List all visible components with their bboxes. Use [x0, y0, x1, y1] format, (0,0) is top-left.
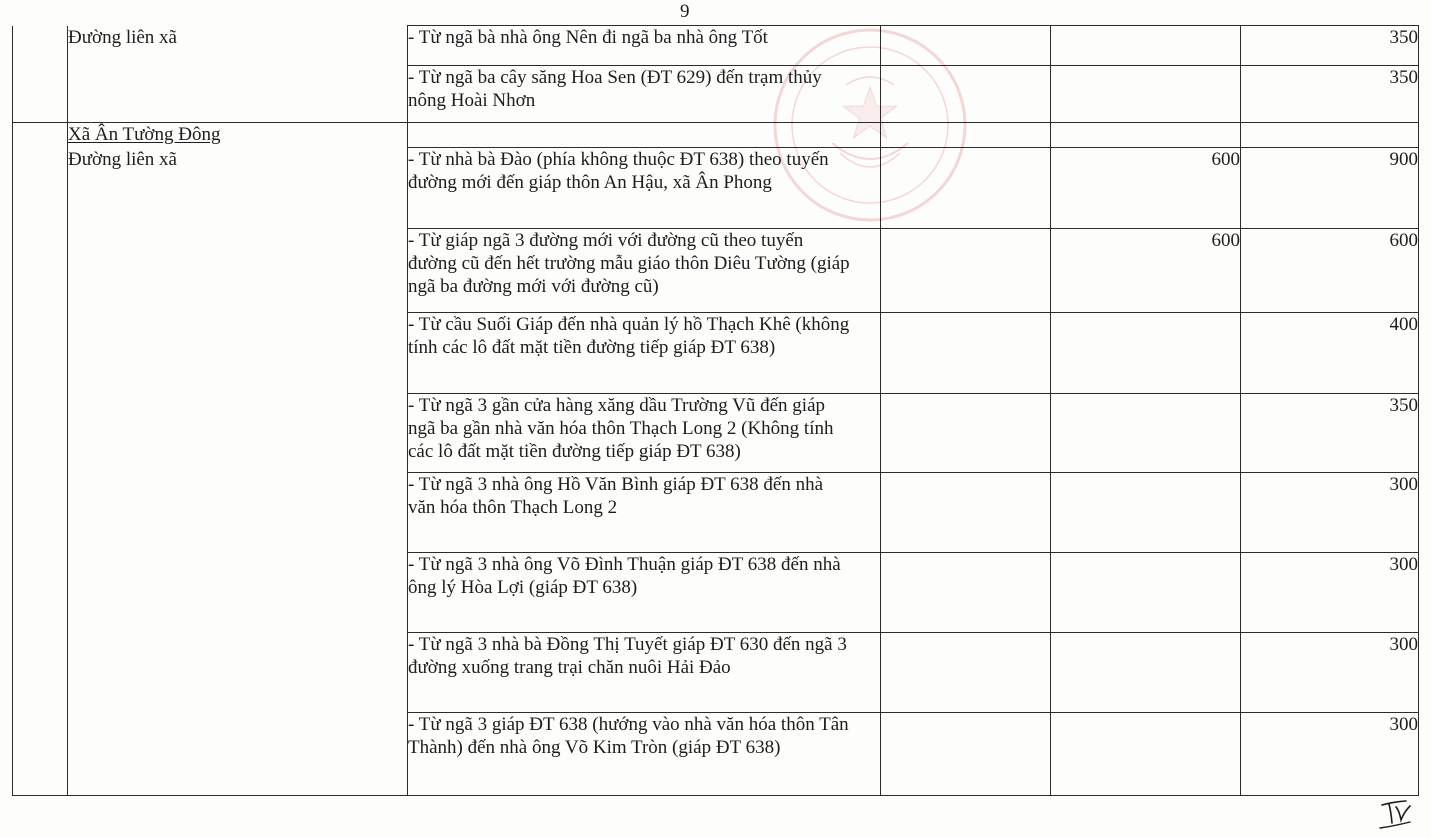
road-segment-description: - Từ ngã 3 gần cửa hàng xăng dầu Trường Vũ đến giáp ngã ba gần nhà văn hóa thôn Thạch Long 2 (Không tính các lô đất mặt tiền đường tiếp giáp ĐT 638): [408, 394, 881, 473]
price-value-2-cell: 600: [1241, 229, 1419, 313]
price-value-2-cell: 900: [1241, 148, 1419, 229]
price-value-1-cell: [1051, 633, 1241, 713]
road-segment-description: - Từ ngã 3 nhà ông Võ Đình Thuận giáp ĐT 638 đến nhà ông lý Hòa Lợi (giáp ĐT 638): [408, 553, 881, 633]
empty-cell: [408, 123, 881, 148]
price-value-1-cell: [1051, 553, 1241, 633]
table-row: [13, 148, 1419, 229]
price-value-1-cell: [1051, 26, 1241, 66]
price-value-2-cell: 350: [1241, 66, 1419, 123]
road-segment-description: - Từ cầu Suối Giáp đến nhà quản lý hồ Thạch Khê (không tính các lô đất mặt tiền đường tiếp giáp ĐT 638): [408, 313, 881, 394]
price-value-1-cell: [1051, 473, 1241, 553]
index-cell: [13, 26, 68, 123]
empty-cell: [1051, 123, 1241, 148]
price-value-1-cell: [1051, 713, 1241, 796]
road-segment-description: - Từ ngã bà nhà ông Nên đi ngã ba nhà ông Tốt: [408, 26, 881, 66]
empty-cell: [881, 26, 1051, 66]
empty-cell: [881, 394, 1051, 473]
empty-cell: [881, 66, 1051, 123]
price-value-1-cell: 600: [1051, 229, 1241, 313]
road-segment-description: - Từ ngã 3 giáp ĐT 638 (hướng vào nhà văn hóa thôn Tân Thành) đến nhà ông Võ Kim Tròn (giáp ĐT 638): [408, 713, 881, 796]
price-value-2-cell: 300: [1241, 553, 1419, 633]
road-segment-description: - Từ ngã ba cây săng Hoa Sen (ĐT 629) đến trạm thủy nông Hoài Nhơn: [408, 66, 881, 123]
index-cell: [13, 123, 68, 796]
price-value-1-cell: 600: [1051, 148, 1241, 229]
handwritten-initials: [1376, 798, 1416, 832]
road-type-cell: Đường liên xã: [68, 148, 408, 796]
price-value-2-cell: 300: [1241, 713, 1419, 796]
empty-cell: [881, 713, 1051, 796]
price-value-1-cell: [1051, 394, 1241, 473]
price-value-2-cell: 300: [1241, 633, 1419, 713]
empty-cell: [881, 473, 1051, 553]
price-value-2-cell: 300: [1241, 473, 1419, 553]
road-type-cell: Đường liên xã: [68, 26, 408, 123]
road-segment-description: - Từ ngã 3 nhà ông Hồ Văn Bình giáp ĐT 638 đến nhà văn hóa thôn Thạch Long 2: [408, 473, 881, 553]
price-value-2-cell: 350: [1241, 26, 1419, 66]
commune-name: Xã Ân Tường Đông: [68, 123, 408, 148]
road-segment-description: - Từ giáp ngã 3 đường mới với đường cũ theo tuyến đường cũ đến hết trường mẫu giáo thôn Diêu Tường (giáp ngã ba đường mới với đường cũ): [408, 229, 881, 313]
price-value-2-cell: 400: [1241, 313, 1419, 394]
empty-cell: [881, 553, 1051, 633]
road-segment-description: - Từ ngã 3 nhà bà Đồng Thị Tuyết giáp ĐT 630 đến ngã 3 đường xuống trang trại chăn nuôi Hải Đảo: [408, 633, 881, 713]
empty-cell: [881, 148, 1051, 229]
price-value-1-cell: [1051, 313, 1241, 394]
land-price-table: [12, 25, 1419, 796]
empty-cell: [881, 123, 1051, 148]
road-segment-description: - Từ nhà bà Đào (phía không thuộc ĐT 638) theo tuyến đường mới đến giáp thôn An Hậu, xã Ân Phong: [408, 148, 881, 229]
empty-cell: [881, 633, 1051, 713]
empty-cell: [1241, 123, 1419, 148]
table-row: [13, 123, 1419, 148]
price-value-1-cell: [1051, 66, 1241, 123]
price-value-2-cell: 350: [1241, 394, 1419, 473]
empty-cell: [881, 229, 1051, 313]
empty-cell: [881, 313, 1051, 394]
table-row: [13, 26, 1419, 66]
page-number: 9: [680, 1, 690, 22]
